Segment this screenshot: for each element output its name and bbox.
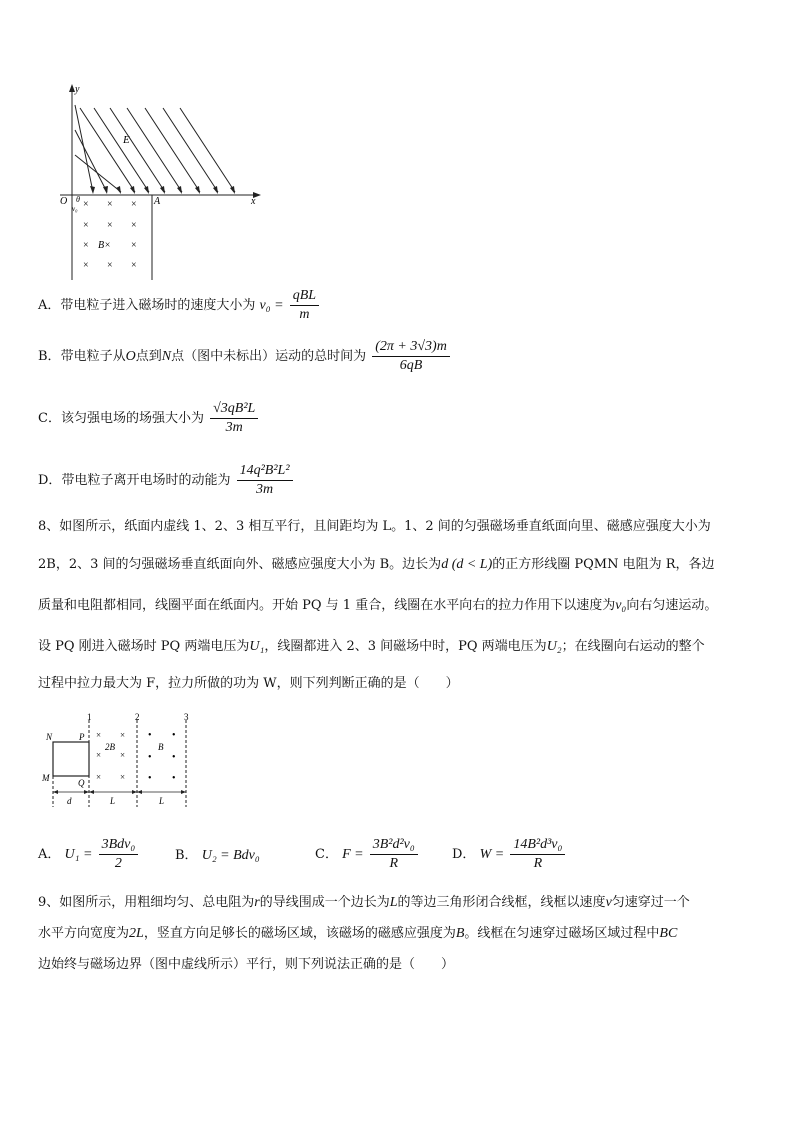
svg-text:2: 2 <box>135 712 140 722</box>
q7-option-d: D．带电粒子离开电场时的动能为 $\frac{\text{14q²B²L²}}{3m}$ <box>38 462 295 499</box>
q8-line-2: 2B，2、3 间的匀强磁场垂直纸面向外、磁感应强度大小为 B。边长为d (d < L)的正方形线圈 PQMN 电阻为 R，各边 <box>38 557 715 572</box>
outward-field-dots <box>148 730 176 784</box>
svg-text:×: × <box>83 240 89 251</box>
origin-label: O <box>60 196 68 207</box>
point-a-label: A <box>154 196 161 207</box>
svg-text:•: • <box>148 773 152 784</box>
svg-text:×: × <box>107 199 113 210</box>
svg-text:×: × <box>107 260 113 271</box>
svg-text:×: × <box>96 750 102 760</box>
svg-text:×: × <box>131 199 137 210</box>
v0-label: v₀ <box>72 205 78 213</box>
q8-line-4: 设 PQ 刚进入磁场时 PQ 两端电压为U₁，线圈都进入 2、3 间磁场中时，PQ 两端电压为U₂；在线圈向右运动的整个 <box>38 639 705 654</box>
figure-field-diagram <box>55 80 270 285</box>
svg-text:B: B <box>158 742 164 752</box>
svg-text:•: • <box>148 730 152 741</box>
q8-option-b: B． U₂ = Bdv₀ <box>175 848 260 863</box>
svg-text:•: • <box>172 773 176 784</box>
svg-text:•: • <box>172 752 176 763</box>
svg-text:•: • <box>172 730 176 741</box>
svg-text:×: × <box>120 730 126 740</box>
field-e-label: E <box>123 134 130 146</box>
svg-text:3: 3 <box>184 712 189 722</box>
q8-option-a: A． U₁ = $\frac{\text{3Bdv₀}}{2}$ <box>38 836 140 873</box>
svg-text:P: P <box>79 732 85 742</box>
svg-text:M: M <box>42 773 50 783</box>
svg-text:×: × <box>131 240 137 251</box>
svg-text:×: × <box>83 220 89 231</box>
svg-text:×: × <box>120 750 126 760</box>
svg-text:×: × <box>131 260 137 271</box>
q9-line-3: 边始终与磁场边界（图中虚线所示）平行，则下列说法正确的是（ ） <box>38 957 455 972</box>
q8-line-3: 质量和电阻都相同，线圈平面在纸面内。开始 PQ 与 1 重合，线圈在水平向右的拉力作用下以速度为v₀向右匀速运动。 <box>38 598 718 613</box>
field-b-label: B× <box>98 240 111 251</box>
inward-field-crosses <box>96 730 125 782</box>
svg-text:2B: 2B <box>105 742 115 752</box>
svg-text:•: • <box>148 752 152 763</box>
svg-text:d: d <box>67 796 72 806</box>
q7-option-a: A．带电粒子进入磁场时的速度大小为 v₀ = $\frac{\text{qBL}}{m}$ <box>38 287 321 324</box>
q8-line-5: 过程中拉力最大为 F，拉力所做的功为 W，则下列判断正确的是（ ） <box>38 676 459 691</box>
svg-text:×: × <box>120 772 126 782</box>
svg-text:L: L <box>159 796 165 806</box>
svg-text:Q: Q <box>78 778 85 788</box>
x-axis-label: x <box>251 196 256 207</box>
svg-text:1: 1 <box>87 712 92 722</box>
electric-field-lines <box>75 105 235 192</box>
svg-text:×: × <box>83 260 89 271</box>
q7-option-c: C．该匀强电场的场强大小为 $\frac{\text{√3qB²L}}{3m}$ <box>38 400 260 437</box>
svg-text:L: L <box>110 796 116 806</box>
figure-coil-diagram <box>38 712 198 812</box>
svg-text:×: × <box>96 772 102 782</box>
theta-label: θ <box>76 195 80 204</box>
y-axis-label: y <box>75 84 80 95</box>
svg-text:×: × <box>83 199 89 210</box>
svg-text:×: × <box>131 220 137 231</box>
magnetic-field-crosses <box>83 199 137 271</box>
q9-line-2: 水平方向宽度为2L，竖直方向足够长的磁场区域，该磁场的磁感应强度为B。线框在匀速穿过磁场区域过程中BC <box>38 926 678 941</box>
square-coil <box>53 742 89 776</box>
q7-option-b: B．带电粒子从O点到N点（图中未标出）运动的总时间为 $\frac{(2\pi + 3√3)m}{6qB}$ <box>38 338 452 375</box>
svg-text:×: × <box>96 730 102 740</box>
svg-text:×: × <box>107 220 113 231</box>
q9-line-1: 9、如图所示，用粗细均匀、总电阻为r的导线围成一个边长为L的等边三角形闭合线框，线框以速度v匀速穿过一个 <box>38 895 690 910</box>
svg-text:N: N <box>46 732 53 742</box>
q8-line-1: 8、如图所示，纸面内虚线 1、2、3 相互平行，且间距均为 L。1、2 间的匀强磁场垂直纸面向里、磁感应强度大小为 <box>38 519 711 534</box>
q8-option-c: C． F = $\frac{\text{3B²d²v₀}}{R}$ <box>315 836 420 873</box>
q8-option-d: D． W = $\frac{\text{14B²d³v₀}}{R}$ <box>452 836 567 873</box>
